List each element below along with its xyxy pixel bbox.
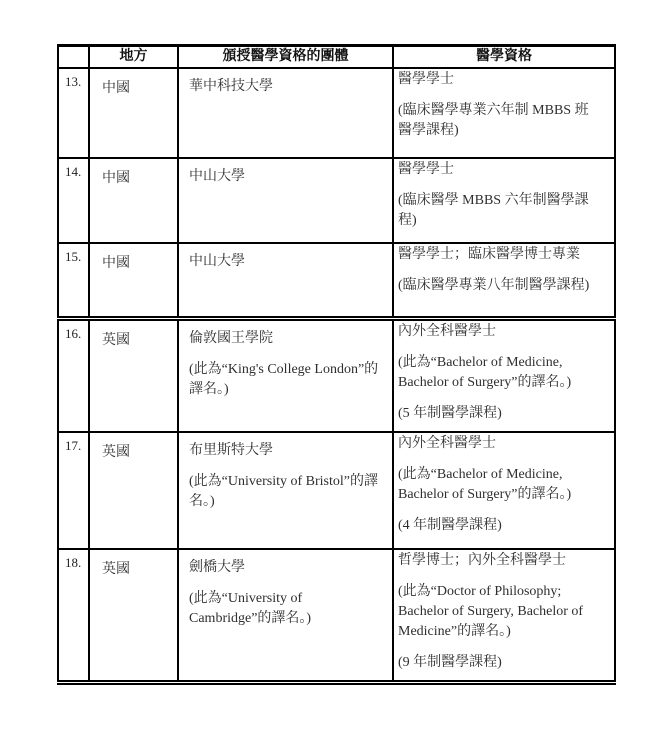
row-number: 15. [58, 243, 89, 319]
table-row [58, 68, 615, 158]
table-row [58, 158, 615, 243]
paragraph: (此為“Bachelor of Medicine, Bachelor of Surgery”的譯名。) [398, 355, 572, 390]
place: 英國 [89, 319, 178, 432]
qualification-cell [393, 432, 615, 549]
header-cell-organization: 頒授醫學資格的團體 [178, 46, 393, 68]
paragraph: (此為“King's College London”的譯名。) [189, 362, 379, 397]
table-row [58, 432, 615, 549]
paragraph: (5 年制醫學課程) [398, 406, 502, 421]
place: 中國 [89, 243, 178, 319]
qualification-cell [393, 319, 615, 432]
qualification-cell [393, 158, 615, 243]
place: 中國 [89, 68, 178, 158]
paragraph: 華中科技大學 [189, 78, 273, 94]
organization-cell [178, 319, 393, 432]
paragraph: (此為“Doctor of Philosophy; Bachelor of Surgery, Bachelor of Medicine”的譯名。) [398, 583, 584, 639]
table-header [58, 46, 615, 68]
paragraph: 中山大學 [189, 168, 245, 184]
header-cell-qualification: 醫學資格 [393, 46, 615, 68]
paragraph: 醫學學士；臨床醫學博士專業 [398, 246, 580, 262]
paragraph: 劍橋大學 [189, 559, 245, 575]
paragraph: (此為“University of Bristol”的譯名。) [189, 473, 378, 509]
row-number: 16. [58, 319, 89, 432]
organization-cell [178, 243, 393, 319]
paragraph: (此為“Bachelor of Medicine, Bachelor of Surgery”的譯名。) [398, 466, 572, 502]
paragraph: 倫敦國王學院 [189, 331, 273, 346]
organization-cell [178, 432, 393, 549]
paragraph: (臨床醫學 MBBS 六年制醫學課程) [398, 192, 589, 228]
paragraph: (此為“University of Cambridge”的譯名。) [189, 590, 312, 626]
header-cell-number [58, 46, 89, 68]
row-number: 13. [58, 68, 89, 158]
paragraph: 布里斯特大學 [189, 442, 273, 458]
place: 英國 [89, 432, 178, 549]
row-number: 18. [58, 549, 89, 683]
table-body [58, 68, 615, 683]
paragraph: 中山大學 [189, 253, 245, 269]
header-cell-place: 地方 [89, 46, 178, 68]
paragraph: (9 年制醫學課程) [398, 654, 502, 670]
row-number: 14. [58, 158, 89, 243]
paragraph: (臨床醫學專業八年制醫學課程) [398, 277, 590, 293]
table-row [58, 243, 615, 319]
place: 中國 [89, 158, 178, 243]
organization-cell [178, 68, 393, 158]
paragraph: 哲學博士；內外全科醫學士 [398, 552, 566, 568]
row-number: 17. [58, 432, 89, 549]
paragraph: 內外全科醫學士 [398, 435, 496, 451]
organization-cell [178, 158, 393, 243]
table-row [58, 319, 615, 432]
table-row [58, 549, 615, 683]
paragraph: (臨床醫學專業六年制 MBBS 班醫學課程) [398, 102, 589, 138]
paragraph: 醫學學士 [398, 71, 454, 87]
qualification-cell [393, 68, 615, 158]
qualifications-table [57, 44, 616, 685]
header-row [58, 46, 615, 68]
paragraph: (4 年制醫學課程) [398, 517, 502, 533]
organization-cell [178, 549, 393, 683]
qualification-cell [393, 243, 615, 319]
qualification-cell [393, 549, 615, 683]
place: 英國 [89, 549, 178, 683]
paragraph: 內外全科醫學士 [398, 324, 496, 339]
paragraph: 醫學學士 [398, 161, 454, 177]
